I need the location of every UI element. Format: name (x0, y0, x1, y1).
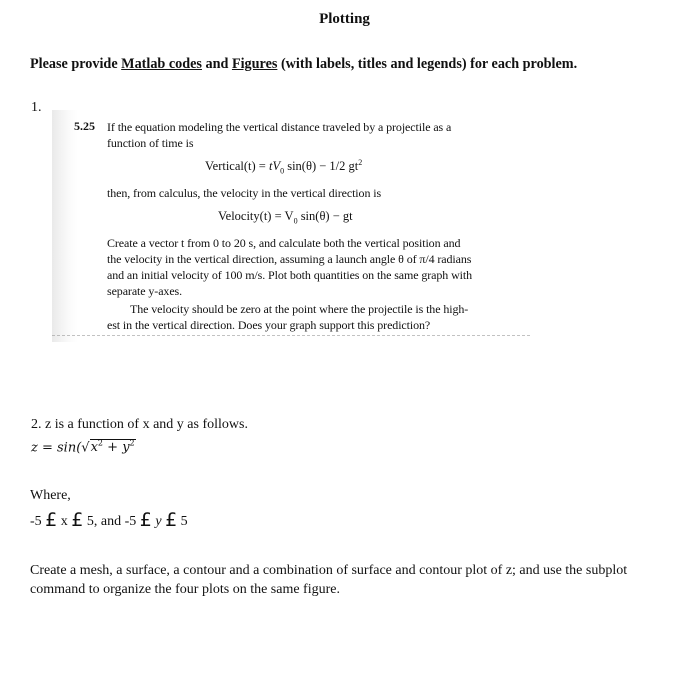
exercise-number: 5.25 (74, 119, 95, 133)
vertical-eq-sub: 0 (280, 166, 285, 176)
exercise-line-6: and an initial velocity of 100 m/s. Plot both quantities on the same graph with (107, 268, 473, 282)
radicand-plus: + (103, 440, 123, 456)
vertical-equation (205, 158, 362, 176)
instructions-suffix: (with labels, titles and legends) for each problem. (277, 56, 578, 72)
pound-glyph-2: £ (71, 509, 84, 531)
instructions-mid: and (201, 56, 232, 72)
exercise-line-1: If the equation modeling the vertical distance traveled by a projectile as a (107, 120, 452, 134)
radicand-y: y (122, 440, 130, 456)
velocity-eq-lhs: Velocity(t) = V (218, 209, 294, 223)
exercise-line-2: function of time is (107, 136, 194, 150)
domain-range (30, 509, 188, 531)
z-equation: $z = \sin(√x^2 + y^2$ (31, 439, 135, 456)
vertical-eq-lhs: Vertical(t) = (205, 159, 269, 174)
velocity-equation (218, 209, 353, 226)
exercise-line-4: Create a vector t from 0 to 20 s, and calculate both the vertical position and (107, 236, 461, 250)
exercise-line-3: then, from calculus, the velocity in the vertical direction is (107, 186, 382, 200)
velocity-eq-rhs: sin(θ) − gt (297, 209, 353, 223)
sqrt-radicand (90, 439, 136, 455)
where-label: Where, (30, 488, 71, 503)
page-title: Plotting (319, 11, 370, 27)
vertical-eq-mid: sin(θ) − 1/2 gt (284, 159, 359, 174)
radicand-y-exp: 2 (129, 439, 135, 448)
range-y: y (151, 514, 166, 529)
exercise-line-8: The velocity should be zero at the point where the projectile is the high- (130, 302, 469, 316)
pound-glyph-4: £ (165, 509, 178, 531)
range-x: x (57, 514, 72, 529)
pound-glyph-3: £ (139, 509, 152, 531)
radicand-x: x (90, 440, 98, 456)
vertical-eq-exp: 2 (358, 158, 363, 167)
matlab-codes-underlined: Matlab codes (121, 56, 202, 72)
instructions (30, 56, 577, 73)
problem-1-number: 1. (31, 100, 42, 115)
range-part-c: 5 (177, 514, 188, 529)
problem-2-instruction: Create a mesh, a surface, a contour and a combination of surface and contour plot of z; and use the subplot command to organize the four plots on the same figure. (30, 563, 628, 597)
pound-glyph-1: £ (45, 509, 58, 531)
exercise-line-5: the velocity in the vertical direction, assuming a launch angle θ of π/4 radians (107, 252, 472, 266)
problem-2-statement: 2. z is a function of x and y as follows. (31, 417, 248, 432)
velocity-eq-sub: 0 (293, 216, 298, 226)
exercise-line-7: separate y-axes. (107, 284, 183, 298)
radicand-x-exp: 2 (97, 439, 104, 448)
instructions-prefix: Please provide (30, 56, 122, 72)
range-part-b: 5, and -5 (83, 514, 140, 529)
scan-bottom-edge (52, 335, 530, 340)
figures-underlined: Figures (231, 56, 278, 72)
vertical-eq-term: tV (268, 159, 281, 174)
z-eq-lhs: z = sin( (31, 440, 82, 456)
exercise-line-9: est in the vertical direction. Does your graph support this prediction? (107, 318, 431, 332)
range-part-a: -5 (30, 514, 46, 529)
